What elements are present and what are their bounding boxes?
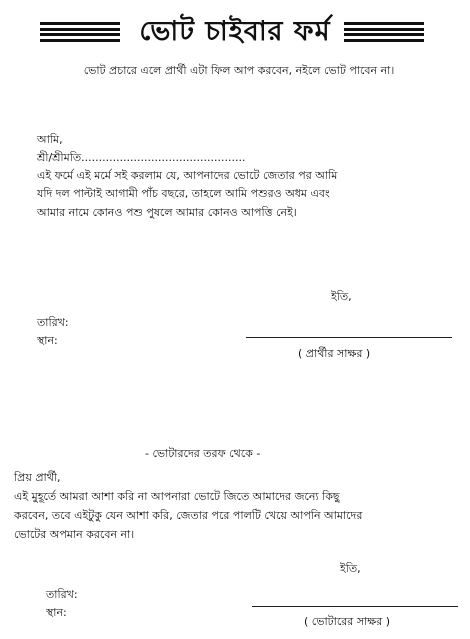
declaration-line: আমার নামে কোনও পশু পুষলে আমার কোনও আপত্তি নেই। — [37, 206, 297, 219]
form-title: ভোট চাইবার ফর্ম — [139, 16, 331, 47]
iti-label: ইতি, — [331, 290, 352, 303]
voters-salutation: প্রিয় প্রার্থী, — [14, 471, 61, 484]
name-line: শ্রী/শ্রীমতি............................................... — [37, 151, 246, 164]
place-label: স্থান: — [37, 334, 58, 347]
voters-place-label: স্থান: — [46, 606, 67, 619]
declaration-line: এই ফর্মে এই মর্মে সই করলাম যে, আপনাদের ভোটে জেতার পর আমি — [37, 169, 338, 182]
voters-body-line: ভোটের অপমান করবেন না। — [14, 528, 135, 541]
voters-body-line: এই মুহূর্তে আমরা আশা করি না আপনারা ভোটে জিতে আমাদের জন্যে কিছু — [14, 490, 340, 503]
declaration-line: যদি দল পাল্টাই আগামী পাঁচ বছরে, তাহলে আমি পশুরও অধম এবং — [37, 187, 330, 200]
candidate-signature-caption: ( প্রার্থীর সাক্ষর ) — [298, 347, 371, 360]
date-label: তারিখ: — [37, 316, 69, 329]
voter-signature-line — [252, 606, 458, 607]
candidate-signature-line — [246, 337, 452, 338]
form-title-banner — [0, 12, 470, 52]
decorative-bars-right — [344, 22, 424, 42]
voter-signature-caption: ( ভোটারের সাক্ষর ) — [304, 615, 391, 628]
form-subtitle: ভোট প্রচারে এলে প্রার্থী এটা ফিল আপ করবেন, নইলে ভোট পাবেন না। — [83, 64, 395, 77]
voters-body-line: করবেন, তবে এইটুকু যেন আশা করি, জেতার পরে পালটি খেয়ে আপনি আমাদের — [14, 509, 363, 522]
voters-iti-label: ইতি, — [340, 562, 361, 575]
voters-heading: - ভোটারদের তরফ থেকে - — [145, 447, 261, 460]
decorative-bars-left — [40, 22, 120, 42]
ami-label: আমি, — [37, 133, 63, 146]
voters-date-label: তারিখ: — [46, 588, 78, 601]
